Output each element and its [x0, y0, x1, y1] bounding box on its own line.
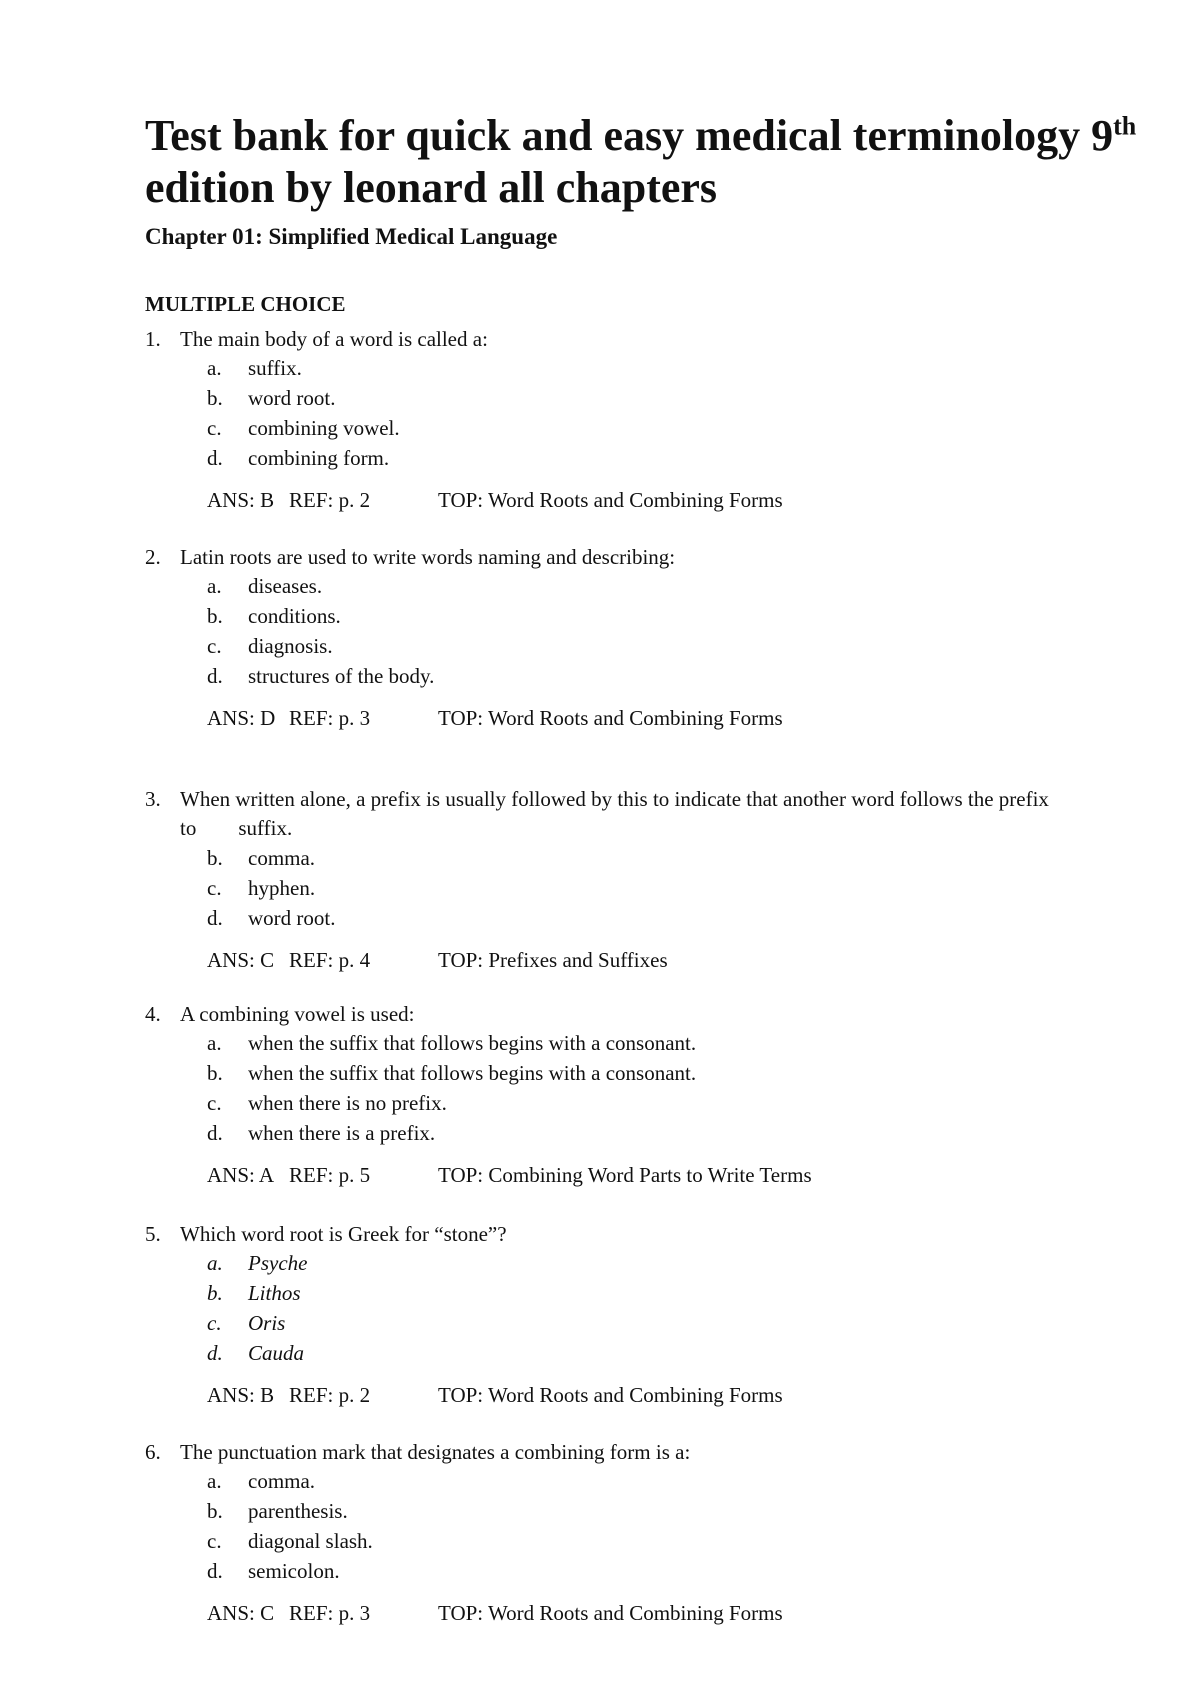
page-reference: REF: p. 2 [289, 488, 371, 512]
option-letter: c. [207, 1311, 222, 1335]
document-title [145, 110, 1155, 214]
topic: TOP: Word Roots and Combining Forms [438, 488, 783, 512]
option-letter: c. [207, 876, 222, 900]
option-letter: a. [207, 574, 222, 598]
option-d [145, 1118, 1175, 1148]
answer-line [145, 945, 1175, 975]
option-text: when the suffix that follows begins with a consonant. [248, 1031, 697, 1055]
title-line-2: edition by leonard all chapters [145, 163, 718, 212]
chapter-heading: Chapter 01: Simplified Medical Language [145, 224, 558, 249]
option-letter: c. [207, 1529, 222, 1553]
question-text-line-2a: to [180, 816, 197, 840]
option-d [145, 1556, 1175, 1586]
question-text: Which word root is Greek for “stone”? [180, 1222, 507, 1246]
option-b [145, 1278, 1175, 1308]
option-a [145, 571, 1175, 601]
option-c [145, 631, 1175, 661]
option-letter: a. [207, 356, 222, 380]
option-c [145, 413, 1175, 443]
question-text: A combining vowel is used: [180, 1002, 415, 1026]
question-text: The main body of a word is called a: [180, 327, 488, 351]
option-letter: d. [207, 664, 223, 688]
option-letter: d. [207, 1559, 223, 1583]
page-reference: REF: p. 4 [289, 948, 371, 972]
topic: TOP: Word Roots and Combining Forms [438, 1383, 783, 1407]
answer-key: ANS: B [207, 1383, 275, 1407]
option-a [145, 353, 1175, 383]
option-text: when the suffix that follows begins with a consonant. [248, 1061, 697, 1085]
option-letter: d. [207, 446, 223, 470]
option-letter: b. [207, 604, 223, 628]
option-text: suffix. [248, 356, 302, 380]
topic: TOP: Word Roots and Combining Forms [438, 1601, 783, 1625]
answer-key: ANS: C [207, 1601, 275, 1625]
page-reference: REF: p. 2 [289, 1383, 371, 1407]
option-text: comma. [248, 846, 316, 870]
question-stem [145, 1000, 1175, 1028]
option-a [145, 1466, 1175, 1496]
option-b [145, 1058, 1175, 1088]
option-d [145, 903, 1175, 933]
option-text: structures of the body. [248, 664, 435, 688]
title-superscript: th [1113, 111, 1137, 141]
answer-line [145, 1160, 1175, 1190]
option-text: combining form. [248, 446, 390, 470]
option-c [145, 1526, 1175, 1556]
option-letter: a. [207, 1031, 222, 1055]
question-2 [145, 543, 1175, 733]
question-3 [145, 785, 1175, 975]
option-letter: c. [207, 634, 222, 658]
option-letter: b. [207, 1281, 223, 1305]
question-number: 6. [145, 1440, 161, 1464]
option-text: parenthesis. [248, 1499, 348, 1523]
option-letter: d. [207, 906, 223, 930]
option-letter: c. [207, 1091, 222, 1115]
question-text [180, 785, 1175, 843]
question-4 [145, 1000, 1175, 1190]
question-number: 3. [145, 787, 161, 811]
question-stem [145, 1438, 1175, 1466]
question-text-line-2b: suffix. [238, 816, 293, 840]
option-text: diagonal slash. [248, 1529, 373, 1553]
option-b [145, 843, 1175, 873]
option-text: word root. [248, 386, 336, 410]
option-a [145, 1248, 1175, 1278]
page-reference: REF: p. 5 [289, 1163, 371, 1187]
question-1 [145, 325, 1175, 515]
option-letter: d. [207, 1341, 223, 1365]
question-5 [145, 1220, 1175, 1410]
title-line-1: Test bank for quick and easy medical terminology 9 [145, 111, 1114, 160]
option-b [145, 1496, 1175, 1526]
option-text: Psyche [248, 1251, 308, 1275]
option-text: diagnosis. [248, 634, 333, 658]
answer-line [145, 485, 1175, 515]
topic: TOP: Prefixes and Suffixes [438, 948, 668, 972]
option-text: Lithos [248, 1281, 301, 1305]
option-a [145, 1028, 1175, 1058]
option-c [145, 1308, 1175, 1338]
option-text: when there is no prefix. [248, 1091, 447, 1115]
option-text: word root. [248, 906, 336, 930]
question-text: The punctuation mark that designates a combining form is a: [180, 1440, 691, 1464]
option-letter: a. [207, 1251, 223, 1275]
question-stem [145, 325, 1175, 353]
option-letter: b. [207, 846, 223, 870]
page-reference: REF: p. 3 [289, 706, 371, 730]
option-d [145, 1338, 1175, 1368]
option-letter: b. [207, 386, 223, 410]
question-number: 1. [145, 327, 161, 351]
option-text: conditions. [248, 604, 341, 628]
option-text: Cauda [248, 1341, 305, 1365]
option-letter: b. [207, 1499, 223, 1523]
page-reference: REF: p. 3 [289, 1601, 371, 1625]
question-stem [145, 785, 1175, 843]
answer-key: ANS: D [207, 706, 276, 730]
answer-key: ANS: C [207, 948, 275, 972]
option-letter: c. [207, 416, 222, 440]
answer-line [145, 1380, 1175, 1410]
option-b [145, 383, 1175, 413]
question-text: Latin roots are used to write words naming and describing: [180, 545, 676, 569]
option-text: combining vowel. [248, 416, 400, 440]
answer-key: ANS: A [207, 1163, 275, 1187]
question-text-line-1: When written alone, a prefix is usually followed by this to indicate that another word follows the prefix [180, 787, 1049, 811]
question-number: 2. [145, 545, 161, 569]
question-stem [145, 543, 1175, 571]
option-text: when there is a prefix. [248, 1121, 436, 1145]
option-d [145, 661, 1175, 691]
option-text: hyphen. [248, 876, 316, 900]
option-c [145, 1088, 1175, 1118]
option-letter: d. [207, 1121, 223, 1145]
option-b [145, 601, 1175, 631]
topic: TOP: Combining Word Parts to Write Terms [438, 1163, 812, 1187]
option-text: semicolon. [248, 1559, 340, 1583]
option-text: Oris [248, 1311, 286, 1335]
answer-key: ANS: B [207, 488, 275, 512]
option-text: diseases. [248, 574, 323, 598]
question-number: 5. [145, 1222, 161, 1246]
question-stem [145, 1220, 1175, 1248]
option-text: comma. [248, 1469, 316, 1493]
question-6 [145, 1438, 1175, 1628]
option-letter: b. [207, 1061, 223, 1085]
answer-line [145, 1598, 1175, 1628]
section-heading: MULTIPLE CHOICE [145, 292, 346, 316]
option-d [145, 443, 1175, 473]
question-number: 4. [145, 1002, 161, 1026]
answer-line [145, 703, 1175, 733]
topic: TOP: Word Roots and Combining Forms [438, 706, 783, 730]
option-letter: a. [207, 1469, 222, 1493]
option-c [145, 873, 1175, 903]
